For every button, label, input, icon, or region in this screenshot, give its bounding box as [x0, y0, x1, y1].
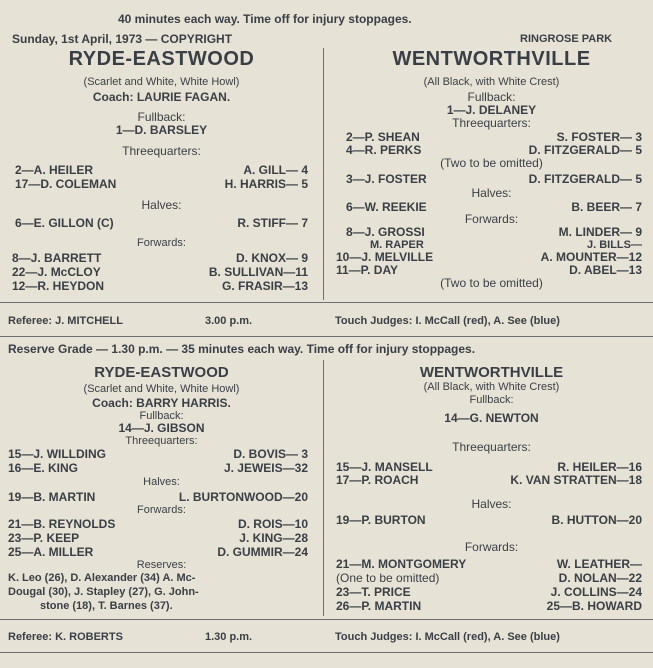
reserves-line: Dougal (30), J. Stapley (27), G. John- — [8, 586, 199, 598]
player: D. ROIS—10 — [237, 517, 308, 531]
player: B. HUTTON—20 — [551, 513, 642, 527]
player: 15—J. MANSELL — [336, 460, 433, 474]
went-fwd-note: (Two to be omitted) — [440, 276, 543, 290]
player: B. BEER— 7 — [571, 200, 642, 214]
touch-judges: Touch Judges: I. McCall (red), A. See (blue) — [335, 631, 560, 643]
player: 21—M. MONTGOMERY — [336, 557, 467, 571]
went-forwards-label: Forwards: — [464, 212, 519, 226]
player: 6—E. GILLON (C) — [15, 216, 114, 230]
player: 10—J. MELVILLE — [336, 250, 434, 264]
player: 23—P. KEEP — [8, 531, 80, 545]
ryde-team-name: RYDE-EASTWOOD — [68, 48, 255, 70]
player: D. GUMMIR—24 — [217, 545, 308, 559]
reserve-heading: Reserve Grade — 1.30 p.m. — 35 minutes each way. Time off for injury stoppages. — [8, 342, 476, 356]
player: D. BOVIS— 3 — [233, 447, 308, 461]
player: 15—J. WILLDING — [8, 447, 107, 461]
player: J. KING—28 — [239, 531, 308, 545]
ryde-reserve-team-name: RYDE-EASTWOOD — [94, 364, 229, 381]
player: 22—J. McCLOY — [12, 265, 101, 279]
player: G. FRASIR—13 — [221, 279, 308, 293]
player: 26—P. MARTIN — [336, 599, 422, 613]
ryde-reserve-threequarters-label: Threequarters: — [125, 435, 198, 447]
player: 19—B. MARTIN — [8, 490, 96, 504]
ryde-reserve-colours: (Scarlet and White, White Howl) — [83, 383, 240, 395]
went-reserve-colours: (All Black, with White Crest) — [423, 381, 560, 393]
match-date: Sunday, 1st April, 1973 — COPYRIGHT — [12, 32, 233, 46]
player: 17—D. COLEMAN — [15, 177, 117, 191]
player: J. BILLS— — [586, 239, 642, 251]
referee: Referee: J. MITCHELL — [8, 315, 123, 327]
player: 23—T. PRICE — [336, 585, 411, 599]
player: 3—J. FOSTER — [346, 172, 427, 186]
ryde-reserve-coach: Coach: BARRY HARRIS. — [92, 396, 231, 410]
went-reserve-threequarters-label: Threequarters: — [452, 440, 531, 454]
player: W. LEATHER— — [556, 557, 642, 571]
player: 19—P. BURTON — [336, 513, 426, 527]
player: 4—R. PERKS — [346, 143, 422, 157]
player: D. FITZGERALD— 5 — [528, 172, 642, 186]
player: D. KNOX— 9 — [235, 251, 308, 265]
went-colours: (All Black, with White Crest) — [423, 76, 560, 88]
ryde-forwards-label: Forwards: — [137, 237, 186, 249]
player: D. FITZGERALD— 5 — [528, 143, 642, 157]
player: R. HEILER—16 — [557, 460, 642, 474]
column-divider — [323, 360, 324, 616]
went-reserve-fullback: 14—G. NEWTON — [444, 411, 539, 425]
divider — [0, 302, 653, 303]
went-reserve-fwd-note: (One to be omitted) — [336, 571, 440, 585]
player: 6—W. REEKIE — [346, 200, 427, 214]
ryde-reserves-label: Reserves: — [136, 559, 187, 571]
player: M. LINDER— 9 — [558, 225, 642, 239]
touch-judges: Touch Judges: I. McCall (red), A. See (blue) — [335, 315, 560, 327]
player: A. GILL— 4 — [243, 163, 308, 177]
player: 12—R. HEYDON — [12, 279, 105, 293]
player: D. ABEL—13 — [569, 263, 642, 277]
went-reserve-fullback-label: Fullback: — [469, 394, 514, 406]
went-reserve-forwards-label: Forwards: — [464, 540, 519, 554]
player: B. SULLIVAN—11 — [208, 265, 308, 279]
player: 17—P. ROACH — [336, 473, 419, 487]
ryde-coach: Coach: LAURIE FAGAN. — [92, 90, 231, 104]
player: K. VAN STRATTEN—18 — [510, 473, 642, 487]
kickoff-time: 1.30 p.m. — [205, 631, 253, 643]
venue: RINGROSE PARK — [520, 33, 613, 45]
player: M. RAPER — [370, 239, 424, 251]
player: 2—A. HEILER — [15, 163, 94, 177]
player: 21—B. REYNOLDS — [8, 517, 116, 531]
ryde-fullback: 1—D. BARSLEY — [115, 123, 208, 137]
player: 8—J. BARRETT — [12, 251, 102, 265]
went-fullback-label: Fullback: — [467, 90, 516, 104]
went-halves-label: Halves: — [471, 186, 512, 200]
went-team-name: WENTWORTHVILLE — [392, 48, 591, 70]
player: 25—B. HOWARD — [546, 599, 642, 613]
went-reserve-halves-label: Halves: — [471, 497, 512, 511]
ryde-fullback-label: Fullback: — [137, 110, 186, 124]
player: 25—A. MILLER — [8, 545, 94, 559]
divider — [0, 619, 653, 620]
reserves-line: K. Leo (26), D. Alexander (34) A. Mc- — [8, 572, 196, 584]
ryde-reserve-fullback: 14—J. GIBSON — [118, 421, 205, 435]
ryde-halves-label: Halves: — [141, 198, 182, 212]
player: L. BURTONWOOD—20 — [178, 490, 308, 504]
kickoff-time: 3.00 p.m. — [205, 315, 253, 327]
went-reserve-team-name: WENTWORTHVILLE — [419, 364, 564, 381]
divider — [0, 336, 653, 337]
player: 11—P. DAY — [336, 263, 399, 277]
player: J. COLLINS—24 — [550, 585, 642, 599]
went-fullback: 1—J. DELANEY — [446, 103, 537, 117]
player: H. HARRIS— 5 — [224, 177, 308, 191]
player: R. STIFF— 7 — [237, 216, 308, 230]
went-tq-note: (Two to be omitted) — [440, 156, 543, 170]
player: S. FOSTER— 3 — [556, 130, 642, 144]
column-divider — [323, 48, 324, 300]
ryde-threequarters-label: Threequarters: — [122, 144, 201, 158]
divider — [0, 652, 653, 653]
player: 8—J. GROSSI — [346, 225, 425, 239]
player: 2—P. SHEAN — [346, 130, 420, 144]
went-threequarters-label: Threequarters: — [452, 116, 531, 130]
referee: Referee: K. ROBERTS — [8, 631, 123, 643]
player: D. NOLAN—22 — [558, 571, 642, 585]
ryde-colours: (Scarlet and White, White Howl) — [83, 76, 240, 88]
ryde-reserve-halves-label: Halves: — [143, 476, 180, 488]
time-note: 40 minutes each way. Time off for injury stoppages. — [118, 12, 412, 26]
player: J. JEWEIS—32 — [223, 461, 308, 475]
ryde-reserve-fullback-label: Fullback: — [139, 410, 184, 422]
player: A. MOUNTER—12 — [540, 250, 642, 264]
player: 16—E. KING — [8, 461, 79, 475]
ryde-reserve-forwards-label: Forwards: — [137, 504, 186, 516]
reserves-line: stone (18), T. Barnes (37). — [40, 600, 173, 612]
